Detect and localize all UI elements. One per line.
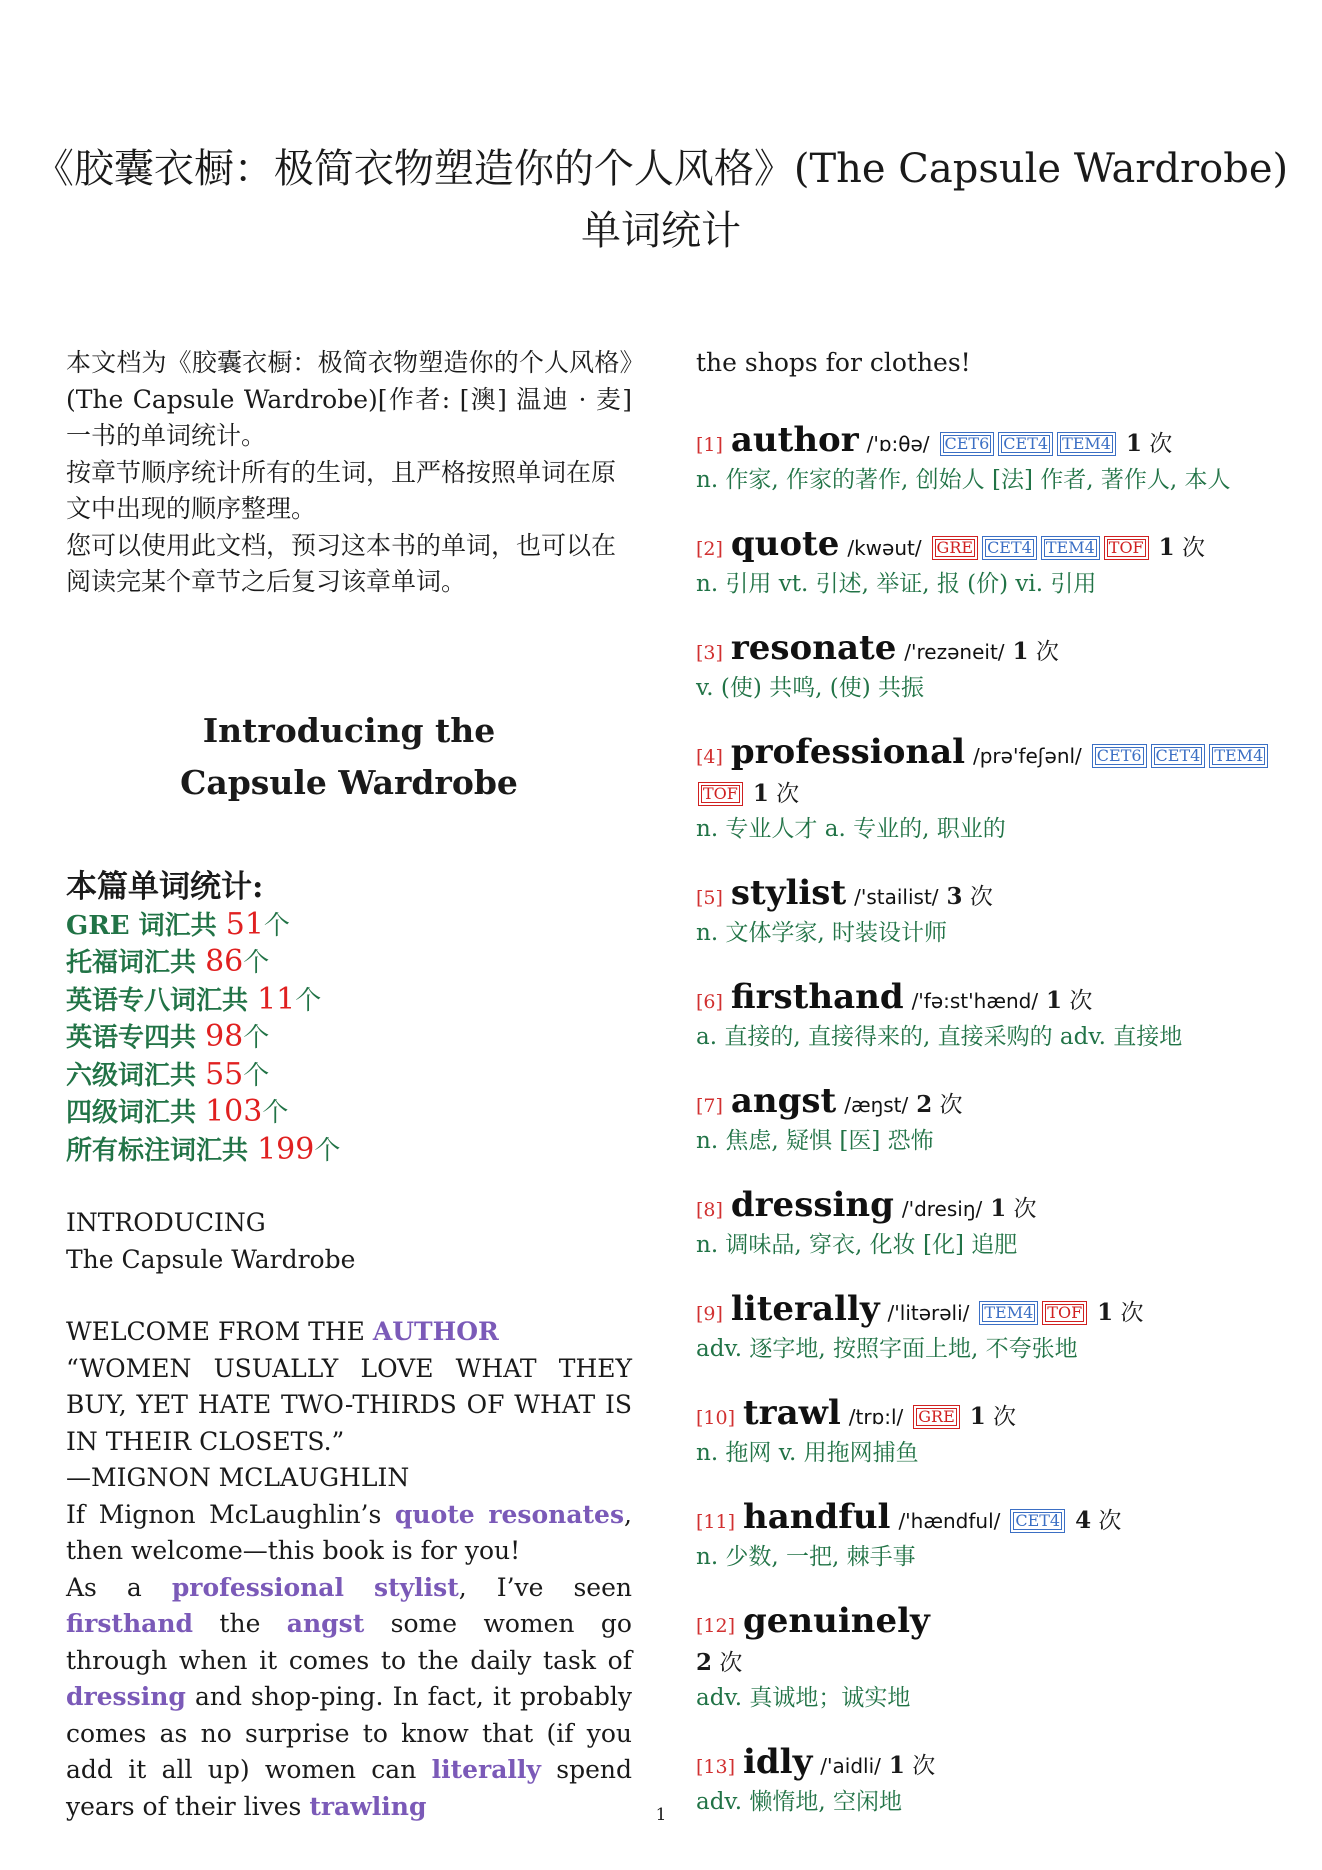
level-tag: TEM4 [1209,744,1268,768]
stat-count: 103 [205,1094,263,1129]
stat-unit: 个 [243,1023,270,1053]
entry-definition: n. 焦虑, 疑惧 [医] 恐怖 [696,1127,934,1154]
left-column [66,345,632,1825]
vocab-entry [696,1392,1276,1470]
chapter-title: Introducing the Capsule Wardrobe [180,710,518,802]
s2-space [344,1573,374,1602]
highlight-author: AUTHOR [372,1317,499,1346]
entry-definition: n. 拖网 v. 用拖网捕鱼 [696,1439,919,1466]
entry-index: [5] [696,886,723,909]
entry-count: 2 次 [696,1648,743,1676]
stats-heading: 本篇单词统计: [66,868,264,905]
level-tag: TEM4 [1041,536,1100,560]
entry-count: 1 次 [1097,1298,1144,1326]
entry-phonetic: /'ɒ:θə/ [866,431,930,456]
vocab-entry [696,731,1276,846]
stat-unit: 个 [262,1098,289,1128]
entry-index: [4] [696,745,723,768]
text-sentence-2 [66,1570,632,1826]
stat-count: 98 [205,1019,244,1054]
vocab-entry [696,1600,1276,1715]
stat-item [66,1094,632,1132]
stat-item [66,1019,632,1057]
vocab-entry [696,872,1276,950]
entry-word: literally [730,1288,880,1329]
entry-word: dressing [730,1184,894,1225]
entry-phonetic: /prə'feʃənl/ [973,743,1082,768]
highlight-stylist: stylist [374,1572,459,1602]
entry-head [696,872,1276,916]
entry-count: 1 次 [1012,637,1059,665]
intro-paragraph-1: 本文档为《胶囊衣橱：极简衣物塑造你的个人风格》(The Capsule Wardrobe)[作者: [澳] 温迪 · 麦] 一书的单词统计。 [66,348,632,450]
highlight-quote: quote [394,1499,475,1529]
entry-phonetic: /'litərəli/ [887,1300,970,1325]
entry-index: [12] [696,1614,736,1637]
level-tag: CET4 [1010,1509,1065,1533]
entry-word: stylist [730,872,847,913]
stat-item [66,907,632,945]
stat-label: 英语专四共 [66,1023,206,1053]
level-tag: TEM4 [979,1301,1038,1325]
entry-head [696,1080,1276,1124]
stat-unit: 个 [243,948,270,978]
welcome-text: WELCOME FROM THE [66,1317,373,1346]
level-tag: TOF [698,782,743,806]
entry-phonetic: /'stailist/ [854,884,939,909]
stats-list [66,907,632,1170]
s1-end: , then welcome—this book is for you! [66,1499,632,1565]
s2-text-i: some women go through when it comes to the daily task of [66,1609,632,1675]
stat-count: 51 [225,906,264,942]
entry-index: [11] [696,1510,736,1533]
entry-word: firsthand [730,976,904,1017]
entry-definition: n. 少数, 一把, 棘手事 [696,1543,916,1570]
entry-count: 1 次 [1046,986,1093,1014]
stat-unit: 个 [295,985,322,1016]
entry-definition: adv. 真诚地；诚实地 [696,1684,911,1711]
highlight-resonates: resonates [488,1499,625,1529]
highlight-professional: professional [171,1572,344,1602]
entry-definition: a. 直接的, 直接得来的, 直接采购的 adv. 直接地 [696,1023,1183,1050]
entry-word: professional [730,731,966,772]
title-line-2: 单词统计 [581,208,741,254]
intro-paragraph-2: 按章节顺序统计所有的生词，且严格按照单词在原文中出现的顺序整理。 [66,457,617,523]
entry-head [696,1600,1276,1681]
highlight-firsthand: firsthand [66,1609,194,1638]
entry-count: 1 次 [1158,533,1205,561]
s2-text-e: , I’ve seen [458,1572,633,1602]
entry-definition: n. 作家, 作家的著作, 创始人 [法] 作者, 著作人, 本人 [696,466,1231,493]
entry-count: 4 次 [1075,1506,1122,1534]
entry-head [696,1184,1276,1228]
entry-head [696,976,1276,1020]
entry-index: [13] [696,1755,736,1778]
entry-index: [6] [696,990,723,1013]
entry-word: resonate [730,627,897,668]
level-tag: CET6 [1092,744,1147,768]
entry-word: author [730,419,859,460]
highlight-literally: literally [431,1755,541,1784]
vocab-entry [696,1184,1276,1262]
intro-paragraph-3: 您可以使用此文档，预习这本书的单词，也可以在阅读完某个章节之后复习该章单词。 [66,530,617,596]
stat-count: 11 [257,981,296,1017]
text-continuation: the shops for clothes! [696,348,971,377]
level-tag: TOF [1042,1301,1087,1325]
entry-head [696,627,1276,671]
entry-count: 1 次 [888,1751,936,1779]
highlight-angst: angst [286,1609,365,1638]
level-tag: CET4 [1151,744,1206,768]
stat-label: GRE 词汇共 [66,910,226,941]
entry-count: 1 次 [990,1194,1037,1222]
entry-definition: adv. 懒惰地, 空闲地 [696,1788,902,1815]
entry-index: [1] [696,433,723,456]
vocab-entry [696,1496,1276,1574]
entry-index: [3] [696,641,723,664]
stat-label: 托福词汇共 [66,948,206,978]
document-title [0,138,1322,262]
stat-label: 所有标注词汇共 [66,1135,258,1166]
entry-phonetic: /'rezəneit/ [904,639,1005,664]
entry-count: 1 次 [969,1402,1017,1430]
entry-head [696,1288,1276,1332]
entry-word: genuinely [742,1600,930,1641]
stat-label: 英语专八词汇共 [66,985,258,1016]
stat-label: 四级词汇共 [66,1098,206,1128]
level-tag: TOF [1104,536,1149,560]
stat-label: 六级词汇共 [66,1060,206,1091]
stat-item [66,944,632,982]
entry-word: idly [742,1741,813,1782]
entry-count: 1 次 [1125,429,1173,457]
vocab-entry [696,1288,1276,1366]
entry-definition: n. 专业人才 a. 专业的, 职业的 [696,815,1006,842]
entry-index: [8] [696,1198,723,1221]
vocab-entry [696,1080,1276,1158]
entry-phonetic: /'aidli/ [820,1753,881,1778]
entry-index: [10] [696,1406,736,1429]
entry-word: handful [742,1496,891,1537]
entry-head [696,523,1276,567]
stat-unit: 个 [243,1060,270,1091]
vocab-entry [696,523,1276,601]
stat-unit: 个 [263,910,290,941]
text-sentence-1 [66,1497,632,1570]
entry-index: [9] [696,1302,723,1325]
text-welcome [66,1314,632,1351]
level-tag: CET4 [998,432,1053,456]
highlight-trawling: trawling [309,1791,427,1821]
entry-phonetic: /'fə:st'hænd/ [911,988,1039,1013]
stat-count: 55 [205,1056,244,1092]
text-attribution: —MIGNON MCLAUGHLIN [66,1463,410,1492]
entry-word: quote [730,523,840,564]
stat-count: 199 [257,1131,315,1167]
level-tag: CET4 [982,536,1037,560]
entry-definition: n. 引用 vt. 引述, 举证, 报 (价) vi. 引用 [696,570,1097,597]
level-tag: GRE [913,1405,960,1429]
right-column [696,345,1276,1848]
entry-definition: v. (使) 共鸣, (使) 共振 [696,674,925,701]
entry-phonetic: /'hændful/ [898,1508,1001,1533]
stat-item [66,1057,632,1095]
entry-definition: n. 调味品, 穿衣, 化妆 [化] 追肥 [696,1231,1018,1258]
stat-item [66,982,632,1020]
entry-head [696,419,1276,463]
title-line-1: 《胶囊衣橱：极简衣物塑造你的个人风格》(The Capsule Wardrobe) [33,146,1289,192]
entry-phonetic: /trɒ:l/ [848,1404,904,1429]
entry-phonetic: /'dresiŋ/ [901,1196,983,1221]
stat-unit: 个 [314,1135,341,1166]
text-capsule-wardrobe: The Capsule Wardrobe [66,1244,356,1274]
level-tag: CET6 [940,432,995,456]
entry-word: trawl [742,1392,841,1433]
entry-head [696,731,1276,812]
vocab-entry [696,627,1276,705]
entry-index: [7] [696,1094,723,1117]
entry-phonetic: /æŋst/ [844,1092,909,1117]
stat-item [66,1132,632,1170]
level-tag: TEM4 [1057,432,1116,456]
entry-index: [2] [696,537,723,560]
s1-text: If Mignon McLaughlin’s [66,1499,395,1529]
s2-text-g: the [193,1609,287,1638]
entry-head [696,1741,1276,1785]
s1-space [475,1500,489,1529]
s2-text-k: and shop-ping. In fact, it probably comes as no surprise to know that (if you add it all up) women can [66,1682,632,1784]
text-quote: “WOMEN USUALLY LOVE WHAT THEY BUY, YET HATE TWO-THIRDS OF WHAT IS IN THEIR CLOSETS.” [66,1353,632,1456]
vocab-entry [696,976,1276,1054]
entry-word: angst [730,1080,837,1121]
entry-head [696,1392,1276,1436]
entry-count: 1 次 [752,779,800,807]
entry-head [696,1496,1276,1540]
entry-count: 2 次 [916,1090,963,1118]
entry-phonetic: /kwəut/ [847,535,922,560]
entry-definition: n. 文体学家, 时装设计师 [696,919,948,946]
entry-count: 3 次 [946,882,993,910]
s2-text-a: As a [66,1572,172,1602]
vocab-entry [696,419,1276,497]
s2-text-m: spend years of their lives [66,1755,632,1821]
vocabulary-list [696,419,1276,1819]
level-tag: GRE [932,536,979,560]
text-introducing: INTRODUCING [66,1208,266,1237]
stat-count: 86 [205,944,244,979]
page-number: 1 [655,1805,667,1825]
entry-definition: adv. 逐字地, 按照字面上地, 不夸张地 [696,1335,1078,1362]
highlight-dressing: dressing [66,1682,186,1711]
